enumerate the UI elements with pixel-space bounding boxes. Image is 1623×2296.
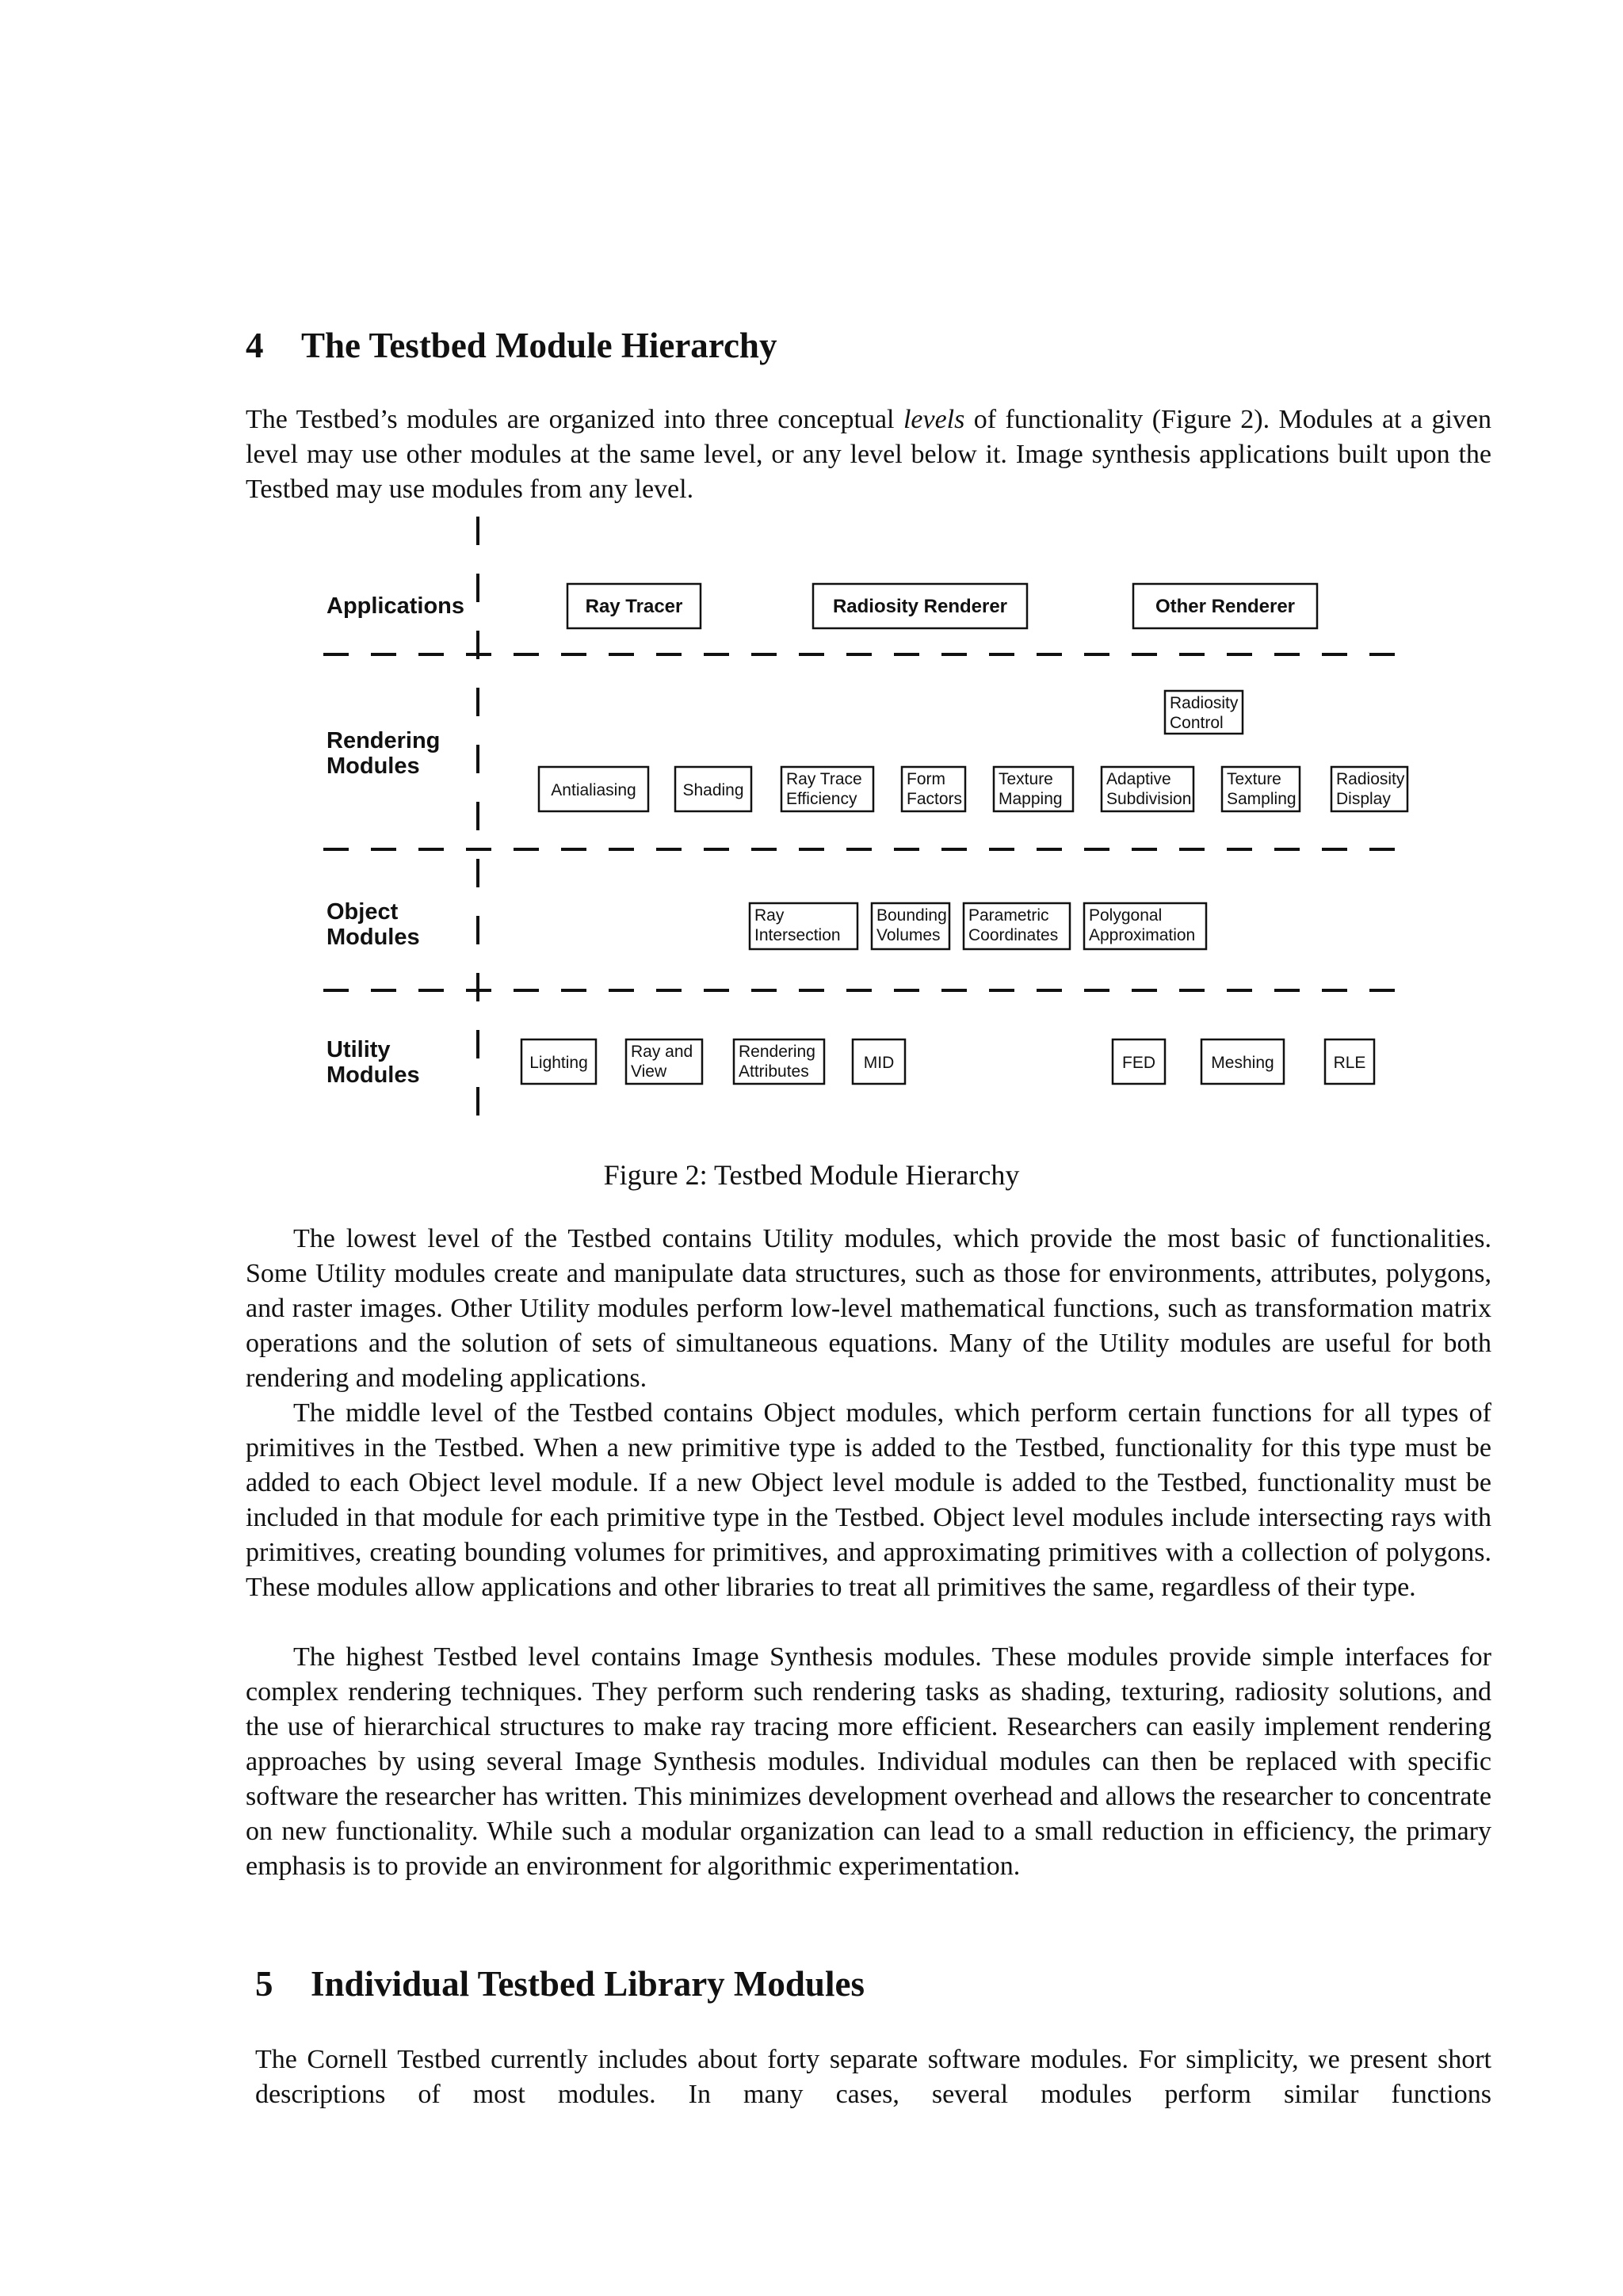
rendering-module-label: Radiosity — [1170, 694, 1239, 712]
object-module-label: Bounding — [876, 906, 947, 925]
object-module-label: Parametric — [968, 906, 1049, 925]
rendering-module-label: Ray Trace — [786, 770, 862, 788]
rendering-module-label: Antialiasing — [551, 781, 636, 799]
object-module-label: Coordinates — [968, 926, 1059, 944]
rendering-module-label: Sampling — [1227, 790, 1296, 808]
level-label-rendering: Modules — [327, 753, 420, 779]
paragraph-utility: The lowest level of the Testbed contains Utility modules, which provide the most basic of functionalities. Some Utility modules create and manipulate data structures, such as those for environments, attributes, polygons, and raster images. Other Utility modules perform low-level mathematical functions, such as transformation matrix operations and the solution of sets of simultaneous equations. Many of the Utility modules are useful for both rendering and modeling applications. — [246, 1224, 1491, 1393]
rendering-module-label: Control — [1170, 714, 1224, 732]
figure-caption: Figure 2: Testbed Module Hierarchy — [603, 1159, 1020, 1191]
rendering-module-label: Subdivision — [1106, 790, 1192, 808]
rendering-module-label: Texture — [1227, 770, 1281, 788]
object-module-label: Approximation — [1089, 926, 1196, 944]
rendering-module-label: Display — [1336, 790, 1391, 808]
section-title: The Testbed Module Hierarchy — [301, 326, 777, 365]
rendering-module-label: Texture — [999, 770, 1053, 788]
application-label: Radiosity Renderer — [832, 596, 1008, 617]
intro-text-2: of functionality (Figure 2). Modules at a given level may use other modules at the same level, or any level below it. Image synthesis applications built upon the Testbed may use modules from any level. — [246, 405, 1491, 504]
section-5-heading — [255, 1963, 865, 2004]
utility-module-label: Attributes — [739, 1062, 809, 1081]
rendering-module-label: Form — [907, 770, 945, 788]
utility-module-label: Ray and — [631, 1043, 693, 1061]
utility-module-label: MID — [863, 1054, 895, 1072]
application-label: Other Renderer — [1155, 596, 1296, 617]
object-module-label: Volumes — [876, 926, 941, 944]
intro-text-1: The Testbed’s modules are organized into three conceptual — [246, 405, 903, 434]
rendering-module-label: Efficiency — [786, 790, 857, 808]
intro-emphasis: levels — [903, 405, 965, 434]
section-title: Individual Testbed Library Modules — [311, 1964, 865, 2004]
level-label-object: Modules — [327, 925, 420, 950]
rendering-module-label: Mapping — [999, 790, 1063, 808]
rendering-module-label: Shading — [682, 781, 744, 799]
rendering-module-label: Adaptive — [1106, 770, 1171, 788]
application-label: Ray Tracer — [585, 596, 683, 617]
section-number: 5 — [255, 1964, 273, 2004]
paragraph-image-synthesis: The highest Testbed level contains Image Synthesis modules. These modules provide simple interfaces for complex rendering techniques. They perform such rendering tasks as shading, texturing, radiosity solutions, and the use of hierarchical structures to make ray tracing more efficient. Researchers can easily implement rendering approaches by using several Image Synthesis modules. Individual modules can then be replaced with specific software the researcher has written. This minimizes development overhead and allows the researcher to concentrate on new functionality. While such a modular organization can lead to a small reduction in efficiency, the primary emphasis is to provide an environment for algorithmic experimentation. — [246, 1642, 1491, 1881]
paragraph-object: The middle level of the Testbed contains Object modules, which perform certain functions for all types of primitives in the Testbed. When a new primitive type is added to the Testbed, functionality for this type must be added to each Object level module. If a new Object level module is added to the Testbed, functionality must be included in that module for each primitive type in the Testbed. Object level modules include intersecting rays with primitives, creating bounding volumes for primitives, and approximating primitives with a collection of polygons. These modules allow applications and other libraries to treat all primitives the same, regardless of their type. — [246, 1398, 1491, 1602]
utility-module-label: RLE — [1333, 1054, 1366, 1072]
utility-module-label: Lighting — [529, 1054, 588, 1072]
section-5-intro: The Cornell Testbed currently includes about forty separate software modules. For simplicity, we present short descriptions of most modules. In many cases, several modules perform similar functions — [255, 2045, 1491, 2109]
utility-module-label: View — [631, 1062, 667, 1081]
object-module-label: Polygonal — [1089, 906, 1163, 925]
level-label-utility: Modules — [327, 1062, 420, 1088]
utility-module-label: Rendering — [739, 1043, 815, 1061]
object-module-label: Ray — [754, 906, 785, 925]
level-label-object: Object — [327, 899, 399, 925]
section-number: 4 — [246, 326, 264, 365]
level-label-utility: Utility — [327, 1037, 391, 1062]
utility-module-label: Meshing — [1211, 1054, 1274, 1072]
level-label-rendering: Rendering — [327, 728, 441, 753]
utility-module-label: FED — [1122, 1054, 1155, 1072]
rendering-module-label: Factors — [907, 790, 963, 808]
rendering-module-label: Radiosity — [1336, 770, 1405, 788]
object-module-label: Intersection — [754, 926, 841, 944]
level-label-applications: Applications — [327, 593, 465, 619]
